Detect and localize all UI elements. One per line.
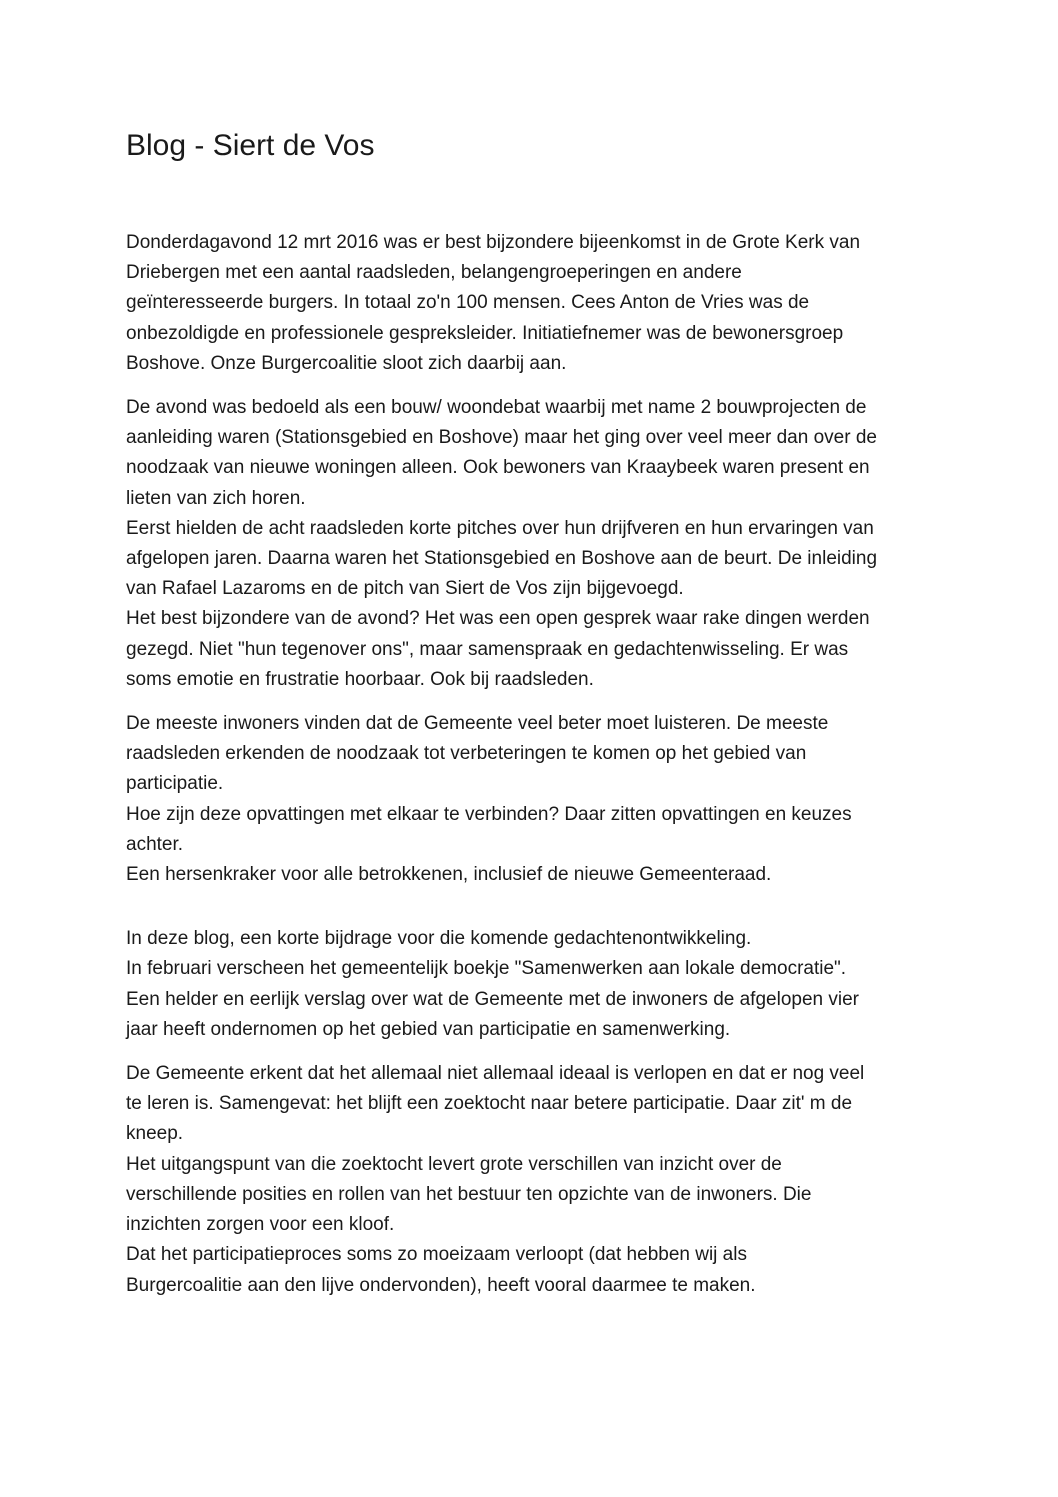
text-line: Eerst hielden de acht raadsleden korte pitches over hun drijfveren en hun ervaringen van bbox=[126, 517, 874, 539]
text-line: De meeste inwoners vinden dat de Gemeente veel beter moet luisteren. De meeste bbox=[126, 713, 829, 735]
text-line: achter. bbox=[126, 833, 184, 855]
text-line: Dat het participatieproces soms zo moeizaam verloopt (dat hebben wij als bbox=[126, 1244, 747, 1266]
paragraph-5 bbox=[126, 1059, 936, 1301]
text-line: participatie. bbox=[126, 773, 224, 795]
text-line: onbezoldigde en professionele gespreksleider. Initiatiefnemer was de bewonersgroep bbox=[126, 322, 844, 344]
paragraph-spacer bbox=[126, 379, 936, 393]
text-line: te leren is. Samengevat: het blijft een zoektocht naar betere participatie. Daar zit' m de bbox=[126, 1093, 853, 1115]
text-line: jaar heeft ondernomen op het gebied van participatie en samenwerking. bbox=[126, 1018, 731, 1040]
text-line: aanleiding waren (Stationsgebied en Boshove) maar het ging over veel meer dan over de bbox=[126, 427, 877, 449]
text-line: Het best bijzondere van de avond? Het was een open gesprek waar rake dingen werden bbox=[126, 608, 870, 630]
text-line: Het uitgangspunt van die zoektocht levert grote verschillen van inzicht over de bbox=[126, 1153, 782, 1175]
text-line: Een helder en eerlijk verslag over wat de Gemeente met de inwoners de afgelopen vier bbox=[126, 988, 859, 1010]
text-line: lieten van zich horen. bbox=[126, 487, 306, 509]
text-line: In deze blog, een korte bijdrage voor die komende gedachtenontwikkeling. bbox=[126, 928, 752, 950]
text-line: raadsleden erkenden de noodzaak tot verbeteringen te komen op het gebied van bbox=[126, 743, 807, 765]
text-line: Een hersenkraker voor alle betrokkenen, inclusief de nieuwe Gemeenteraad. bbox=[126, 864, 772, 886]
text-line: afgelopen jaren. Daarna waren het Stationsgebied en Boshove aan de beurt. De inleiding bbox=[126, 548, 878, 570]
paragraph-spacer bbox=[126, 890, 936, 924]
text-line: Donderdagavond 12 mrt 2016 was er best bijzondere bijeenkomst in de Grote Kerk van bbox=[126, 232, 861, 253]
text-line: De Gemeente erkent dat het allemaal niet allemaal ideaal is verlopen en dat er nog veel bbox=[126, 1063, 865, 1085]
page-title: Blog - Siert de Vos bbox=[126, 129, 375, 162]
text-line: Hoe zijn deze opvattingen met elkaar te verbinden? Daar zitten opvattingen en keuzes bbox=[126, 803, 852, 825]
paragraph-spacer bbox=[126, 1045, 936, 1059]
text-line: De avond was bedoeld als een bouw/ woondebat waarbij met name 2 bouwprojecten de bbox=[126, 397, 867, 419]
text-line: kneep. bbox=[126, 1123, 184, 1145]
paragraph-4 bbox=[126, 924, 936, 1045]
text-line: In februari verscheen het gemeentelijk boekje "Samenwerken aan lokale democratie". bbox=[126, 958, 847, 980]
text-line: Burgercoalitie aan den lijve ondervonden), heeft vooral daarmee te maken. bbox=[126, 1274, 756, 1296]
text-line: geïnteresseerde burgers. In totaal zo'n 100 mensen. Cees Anton de Vries was de bbox=[126, 292, 810, 314]
paragraph-2 bbox=[126, 393, 936, 695]
text-line: soms emotie en frustratie hoorbaar. Ook bij raadsleden. bbox=[126, 668, 594, 690]
paragraph-1 bbox=[126, 228, 936, 379]
text-line: gezegd. Niet "hun tegenover ons", maar samenspraak en gedachtenwisseling. Er was bbox=[126, 638, 849, 660]
document-body bbox=[126, 228, 936, 1301]
paragraph-3 bbox=[126, 709, 936, 890]
text-line: Boshove. Onze Burgercoalitie sloot zich daarbij aan. bbox=[126, 352, 567, 374]
text-line: noodzaak van nieuwe woningen alleen. Ook bewoners van Kraaybeek waren present en bbox=[126, 457, 870, 479]
text-line: inzichten zorgen voor een kloof. bbox=[126, 1214, 395, 1236]
paragraph-spacer bbox=[126, 695, 936, 709]
text-line: van Rafael Lazaroms en de pitch van Siert de Vos zijn bijgevoegd. bbox=[126, 578, 684, 600]
text-line: verschillende posities en rollen van het bestuur ten opzichte van de inwoners. Die bbox=[126, 1183, 812, 1205]
text-line: Driebergen met een aantal raadsleden, belangengroeperingen en andere bbox=[126, 262, 742, 284]
